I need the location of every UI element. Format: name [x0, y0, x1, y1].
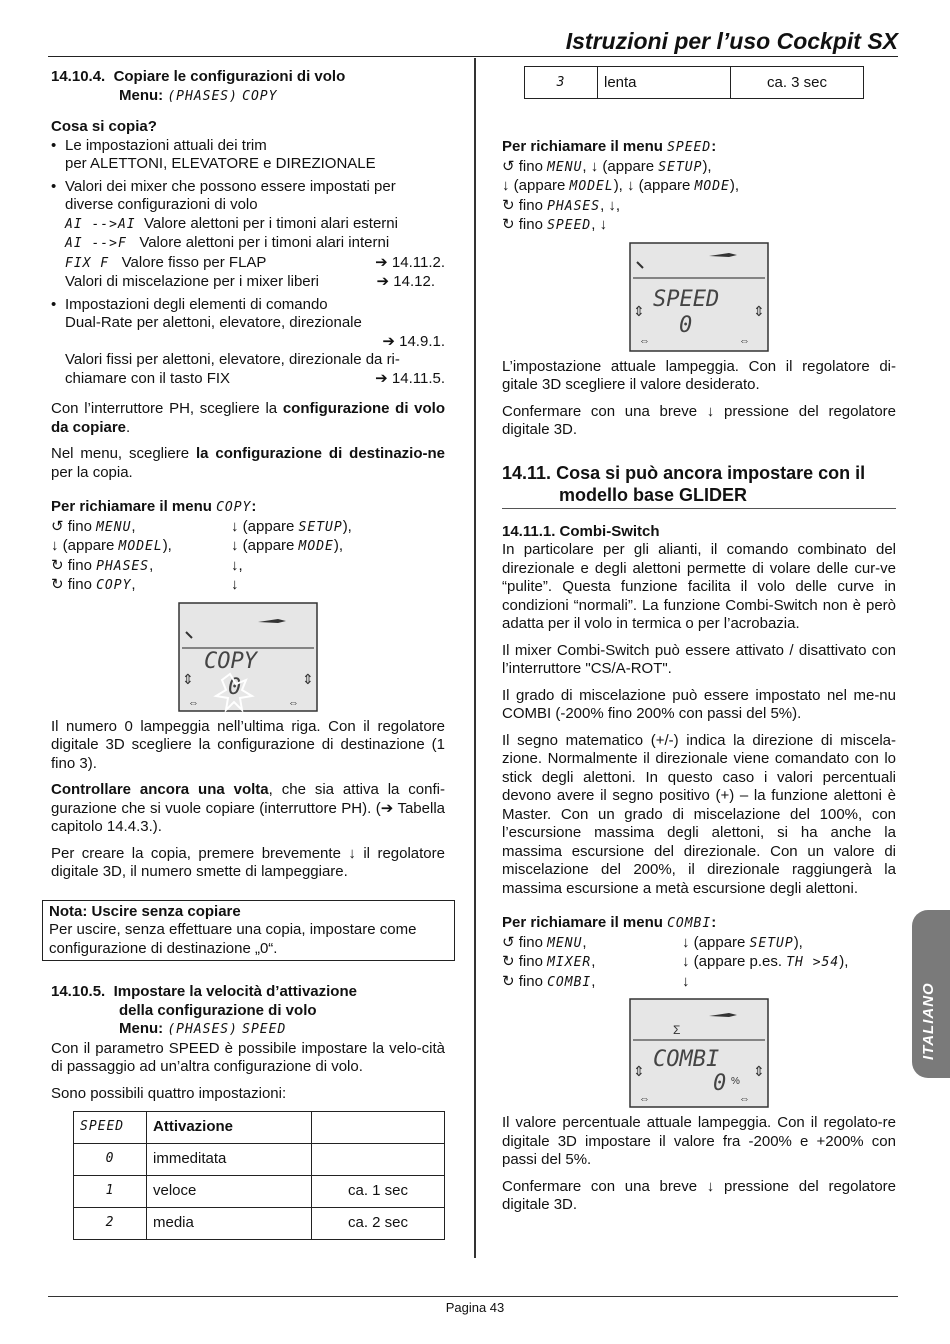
table-row: 3 lenta ca. 3 sec: [525, 67, 864, 99]
trim-bottom-left-icon: ⇔: [639, 334, 650, 347]
table-row: 0 immeditata: [74, 1144, 445, 1176]
display-value: 0: [228, 674, 242, 700]
trim-right-icon: ⇕: [753, 1063, 765, 1079]
call-menu-heading: Per richiamare il menu COPY:: [51, 498, 257, 515]
paragraph: Il segno matematico (+/-) indica la direzione di miscela-zione. Normalmente il direzionale viene comandato con lo stick degli alettoni. In questo caso i valori percentuali devono avere il segno positivo (+) – la funzione alettoni è Master. Con un grado di miscelazione del 100%, con l’escursione massima degli alettoni, si ha anche la massima escursione del direzionale. Con un valore di miscelazione del 200%, il direzionale raggiungerà la massima escursione a metà escursione degli alettoni.: [502, 731, 896, 897]
page-title: Istruzioni per l’uso Cockpit SX: [565, 28, 898, 54]
paragraph: Il valore percentuale attuale lampeggia. Con il regolato-re digitale 3D impostare il valore fra -200% e +200% con passi del 5%.: [502, 1114, 896, 1168]
menu-steps: ↺ fino MENU, ↓ (appare SETUP), ↓ (appare MODEL), ↓ (appare MODE), ↻ fino PHASES, ↓, ↻ fino COPY, ↓: [51, 517, 352, 593]
column-divider: [474, 58, 476, 1258]
trim-bottom-left-icon: ⇔: [639, 1093, 650, 1105]
display-value: 0: [679, 312, 693, 338]
trim-bottom-right-icon: ⇔: [739, 334, 750, 347]
trim-bottom-right-icon: ⇔: [288, 696, 299, 709]
section-14-10-4-heading: [51, 68, 445, 87]
call-menu-heading: Per richiamare il menu COMBI:: [502, 914, 717, 931]
trim-left-icon: ⇕: [633, 302, 645, 319]
paragraph: Nel menu, scegliere la configurazione di destinazio-ne per la copia.: [51, 445, 445, 481]
subheading: Cosa si copia?: [51, 118, 157, 135]
paragraph: Controllare ancora una volta, che sia attiva la confi-gurazione che si vuole copiare (interruttore PH). (➔ Tabella capitolo 14.4.3.).: [51, 781, 445, 835]
paragraph: Confermare con una breve ↓ pressione del regolatore digitale 3D.: [502, 402, 896, 438]
table-row: 2 media ca. 2 sec: [74, 1208, 445, 1240]
page-header: [48, 28, 898, 57]
display-word: SPEED: [653, 286, 720, 312]
trim-left-icon: ⇕: [633, 1063, 645, 1079]
paragraph: L’impostazione attuale lampeggia. Con il regolatore di-gitale 3D scegliere il valore desiderato.: [502, 357, 896, 393]
lcd-display-copy: [178, 602, 318, 712]
paragraph: Sono possibili quattro impostazioni:: [51, 1084, 287, 1102]
display-word: COPY: [204, 648, 257, 674]
subheading: 14.11.1. Combi-Switch: [502, 522, 660, 540]
trim-left-icon: ⇕: [182, 670, 194, 687]
menu-path: Menu: (PHASES) COPY: [119, 86, 278, 104]
display-unit: %: [731, 1076, 740, 1087]
trim-bottom-left-icon: ⇔: [188, 696, 199, 709]
menu-step: ↻ fino PHASES, ↓,: [502, 196, 621, 214]
paragraph: Il mixer Combi-Switch può essere attivato / disattivato con l’interruttore "CS/A-ROT".: [502, 641, 896, 677]
trim-right-icon: ⇕: [302, 670, 314, 687]
paragraph: In particolare per gli alianti, il comando combinato del direzionale e degli alettoni permette di volare delle cur-ve “pulite”. Questa funzione facilita il volo delle curve in condizioni “normali”. La funzione Combi-Switch non è però adatta per il volo in termica o per l’acrobazia.: [502, 541, 896, 632]
paragraph: Il grado di miscelazione può essere impostato nel me-nu COMBI (-200% fino 200% con passi del 5%).: [502, 686, 896, 722]
paragraph: Il numero 0 lampeggia nell’ultima riga. Con il regolatore digitale 3D scegliere la configurazione di destinazione (1 fino 3).: [51, 717, 445, 772]
language-tab: ITALIANO: [912, 910, 950, 1078]
left-column: 14.10.4. Copiare le configurazioni di volo Menu: (PHASES) COPY Cosa si copia? • Le impostazioni attuali dei trim per ALETTONI, ELEVATORE e DIREZIONALE • Valori dei mixer che possono essere impostati per diverse configurazioni di volo AI -->AI Valore alettoni per i timoni alari esterni AI -->F Valore alettoni per i timoni alari interni FIX F Valore fisso per FLAP ➔ 14.11.2. Valori di miscelazione per i mixer liberi ➔ 14.12. • Impostazioni degli elementi di comando Dual-Rate per alettoni, elevatore, direzionale ➔ 14.9.1. Valori fissi per alettoni, elevatore, direzionale da ri- chiamare con il tasto FIX ➔ 14.11.5. Con l’interruttore PH, scegliere la configurazione di volo da copiare. Nel menu, scegliere la configurazione di destinazio-ne per la copia. Per richiamare il menu COPY: ↺ fino MENU, ↓ (appare SETUP), ↓ (appare MODEL), ↓ (appare MODE), ↻ fino PHASES, ↓, ↻ fino COPY, ↓ COPY 0 ⇕ ⇕ ⇔ ⇔ Il numero 0 lampeggia nell’ultima riga. Con il regolatore digitale 3D scegliere la configurazione di destinazione (1 fino 3). Controllare ancora una volta, che sia attiva la confi-gurazione che si vuole copiare (interruttore PH). (➔ Tabella capitolo 14.4.3.). Per creare la copia, premere brevemente ↓ il regolatore digitale 3D, il numero smette di lampeggiare. Nota: Uscire senza copiare Per uscire, senza effettuare una copia, impostare come configurazione di destinazione „0“. 14.10.5. Impostare la velocità d’attivazione della configurazione di volo Menu: (PHASES) SPEED Con il parametro SPEED è possibile impostare la velo-cità di passaggio ad un’altra configurazione di volo. Sono possibili quattro impostazioni: SPEED Attivazione 0 immeditata 1 veloce ca. 1 sec 2 media ca. 2 sec: [51, 68, 445, 1240]
speed-table: [73, 1111, 445, 1240]
lcd-display-combi: [629, 998, 769, 1108]
page-number: Pagina 43: [445, 1300, 505, 1315]
paragraph: Per creare la copia, premere brevemente ↓ il regolatore digitale 3D, il numero smette di lampeggiare.: [51, 844, 445, 880]
lcd-display-speed: [629, 242, 769, 352]
paragraph: Con l’interruttore PH, scegliere la configurazione di volo da copiare.: [51, 400, 446, 436]
paragraph: Con il parametro SPEED è possibile impostare la velo-cità di passaggio ad un’altra configurazione di volo.: [51, 1039, 445, 1075]
menu-steps: ↺ fino MENU, ↓ (appare SETUP), ↻ fino MIXER, ↓ (appare p.es. TH >54), ↻ fino COMBI, ↓: [502, 933, 849, 990]
table-header-row: SPEED Attivazione: [74, 1112, 445, 1144]
display-value: 0: [713, 1071, 727, 1096]
trim-right-icon: ⇕: [753, 302, 765, 319]
list-item: • Valori dei mixer che possono essere impostati per diverse configurazioni di volo AI -->AI Valore alettoni per i timoni alari esterni AI -->F Valore alettoni per i timoni alari interni FIX F Valore fisso per FLAP ➔ 14.11.2. Valori di miscelazione per i mixer liberi ➔ 14.12.: [51, 178, 445, 292]
menu-step: ↻ fino SPEED, ↓: [502, 216, 608, 233]
trim-bottom-right-icon: ⇔: [739, 1093, 750, 1105]
section-14-10-5-heading: 14.10.5. Impostare la velocità d’attivazione: [51, 983, 357, 1000]
right-column: [502, 138, 896, 1223]
sigma-icon: Σ: [673, 1023, 681, 1037]
table-row: 1 veloce ca. 1 sec: [74, 1176, 445, 1208]
list-item: • Le impostazioni attuali dei trim per ALETTONI, ELEVATORE e DIREZIONALE: [51, 137, 445, 174]
paragraph: Confermare con una breve ↓ pressione del regolatore digitale 3D.: [502, 1177, 896, 1213]
menu-step: ↓ (appare MODEL), ↓ (appare MODE),: [502, 177, 740, 194]
section-title: Copiare le configurazioni di volo: [113, 68, 346, 85]
display-word: COMBI: [653, 1047, 720, 1072]
footer-rule: [48, 1296, 898, 1297]
menu-step: ↺ fino MENU, ↓ (appare SETUP),: [502, 157, 712, 175]
section-number: 14.10.4.: [51, 68, 106, 85]
menu-path: Menu: (PHASES) SPEED: [119, 1020, 287, 1037]
call-menu-heading: Per richiamare il menu SPEED:: [502, 138, 717, 155]
list-item: • Impostazioni degli elementi di comando Dual-Rate per alettoni, elevatore, direzionale ➔ 14.9.1. Valori fissi per alettoni, elevatore, direzionale da ri- chiamare con il tasto FIX ➔ 14.11.5.: [51, 296, 445, 389]
note-box: Nota: Uscire senza copiare Per uscire, senza effettuare una copia, impostare come configurazione di destinazione „0“.: [42, 900, 455, 962]
speed-table-continued: [524, 66, 864, 99]
section-14-11-heading: 14.11. Cosa si può ancora impostare con il modello base GLIDER: [502, 462, 896, 509]
